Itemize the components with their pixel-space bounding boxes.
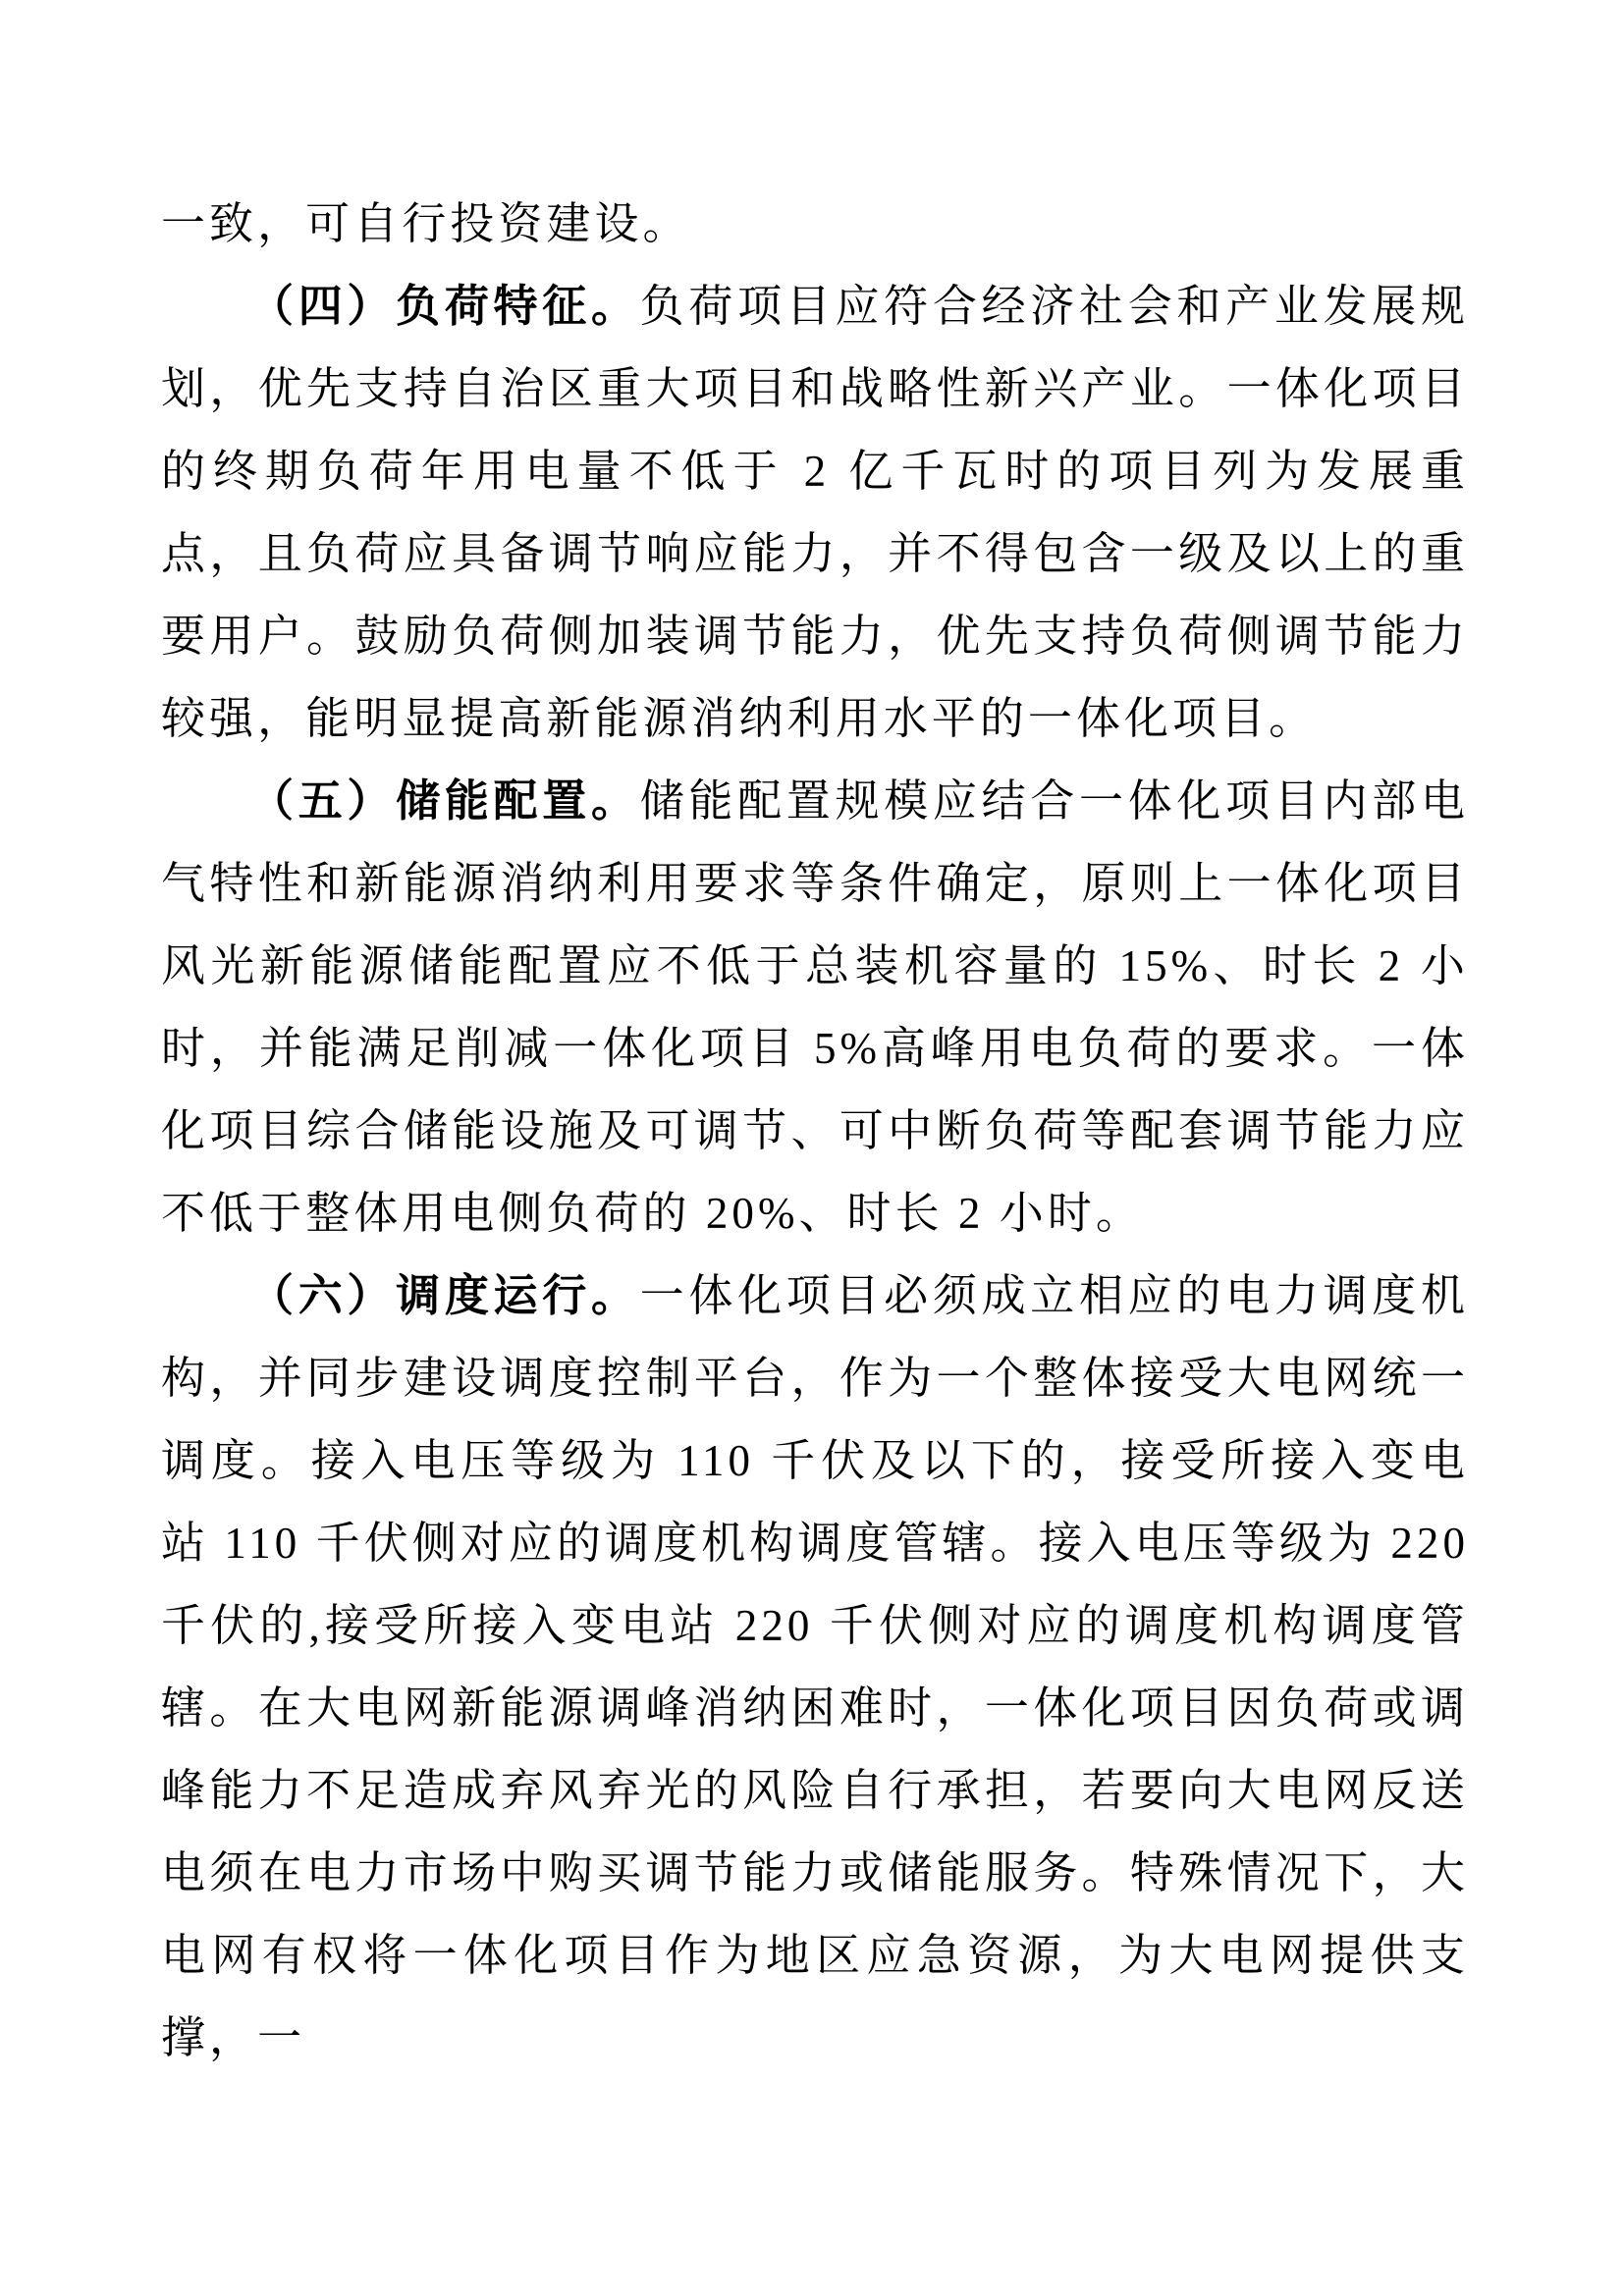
section-heading-4: （四）负荷特征。 [249, 282, 640, 331]
paragraph-text: 储能配置规模应结合一体化项目内部电气特性和新能源消纳利用要求等条件确定，原则上一体化项目风光新能源储能配置应不低于总装机容量的 15%、时长 2 小时，并能满足削减一体化项目 5%高峰用电负荷的要求。一体化项目综合储能设施及可调节、可中断负荷等配套调节能力应不低于整体用电侧负荷的 20%、时长 2 小时。 [161, 776, 1469, 1238]
paragraph-section-dispatch-operation [161, 1255, 1469, 2079]
paragraph-text: 一体化项目必须成立相应的电力调度机构，并同步建设调度控制平台，作为一个整体接受大电网统一调度。接入电压等级为 110 千伏及以下的，接受所接入变电站 110 千伏侧对应的调度机构调度管辖。接入电压等级为 220 千伏的,接受所接入变电站 220 千伏侧对应的调度机构调度管辖。在大电网新能源调峰消纳困难时，一体化项目因负荷或调峰能力不足造成弃风弃光的风险自行承担，若要向大电网反送电须在电力市场中购买调节能力或储能服务。特殊情况下，大电网有权将一体化项目作为地区应急资源，为大电网提供支撑，一 [161, 1271, 1469, 2062]
paragraph-continuation [161, 183, 1469, 265]
paragraph-text: 负荷项目应符合经济社会和产业发展规划，优先支持自治区重大项目和战略性新兴产业。一体化项目的终期负荷年用电量不低于 2 亿千瓦时的项目列为发展重点，且负荷应具备调节响应能力，并不得包含一级及以上的重要用户。鼓励负荷侧加装调节能力，优先支持负荷侧调节能力较强，能明显提高新能源消纳利用水平的一体化项目。 [161, 282, 1469, 743]
document-text-area [161, 183, 1469, 2079]
section-heading-6: （六）调度运行。 [249, 1271, 640, 1320]
paragraph-text: 一致，可自行投资建设。 [161, 199, 691, 248]
paragraph-section-load-characteristics [161, 265, 1469, 760]
section-heading-5: （五）储能配置。 [249, 776, 640, 826]
paragraph-section-storage-configuration [161, 760, 1469, 1255]
